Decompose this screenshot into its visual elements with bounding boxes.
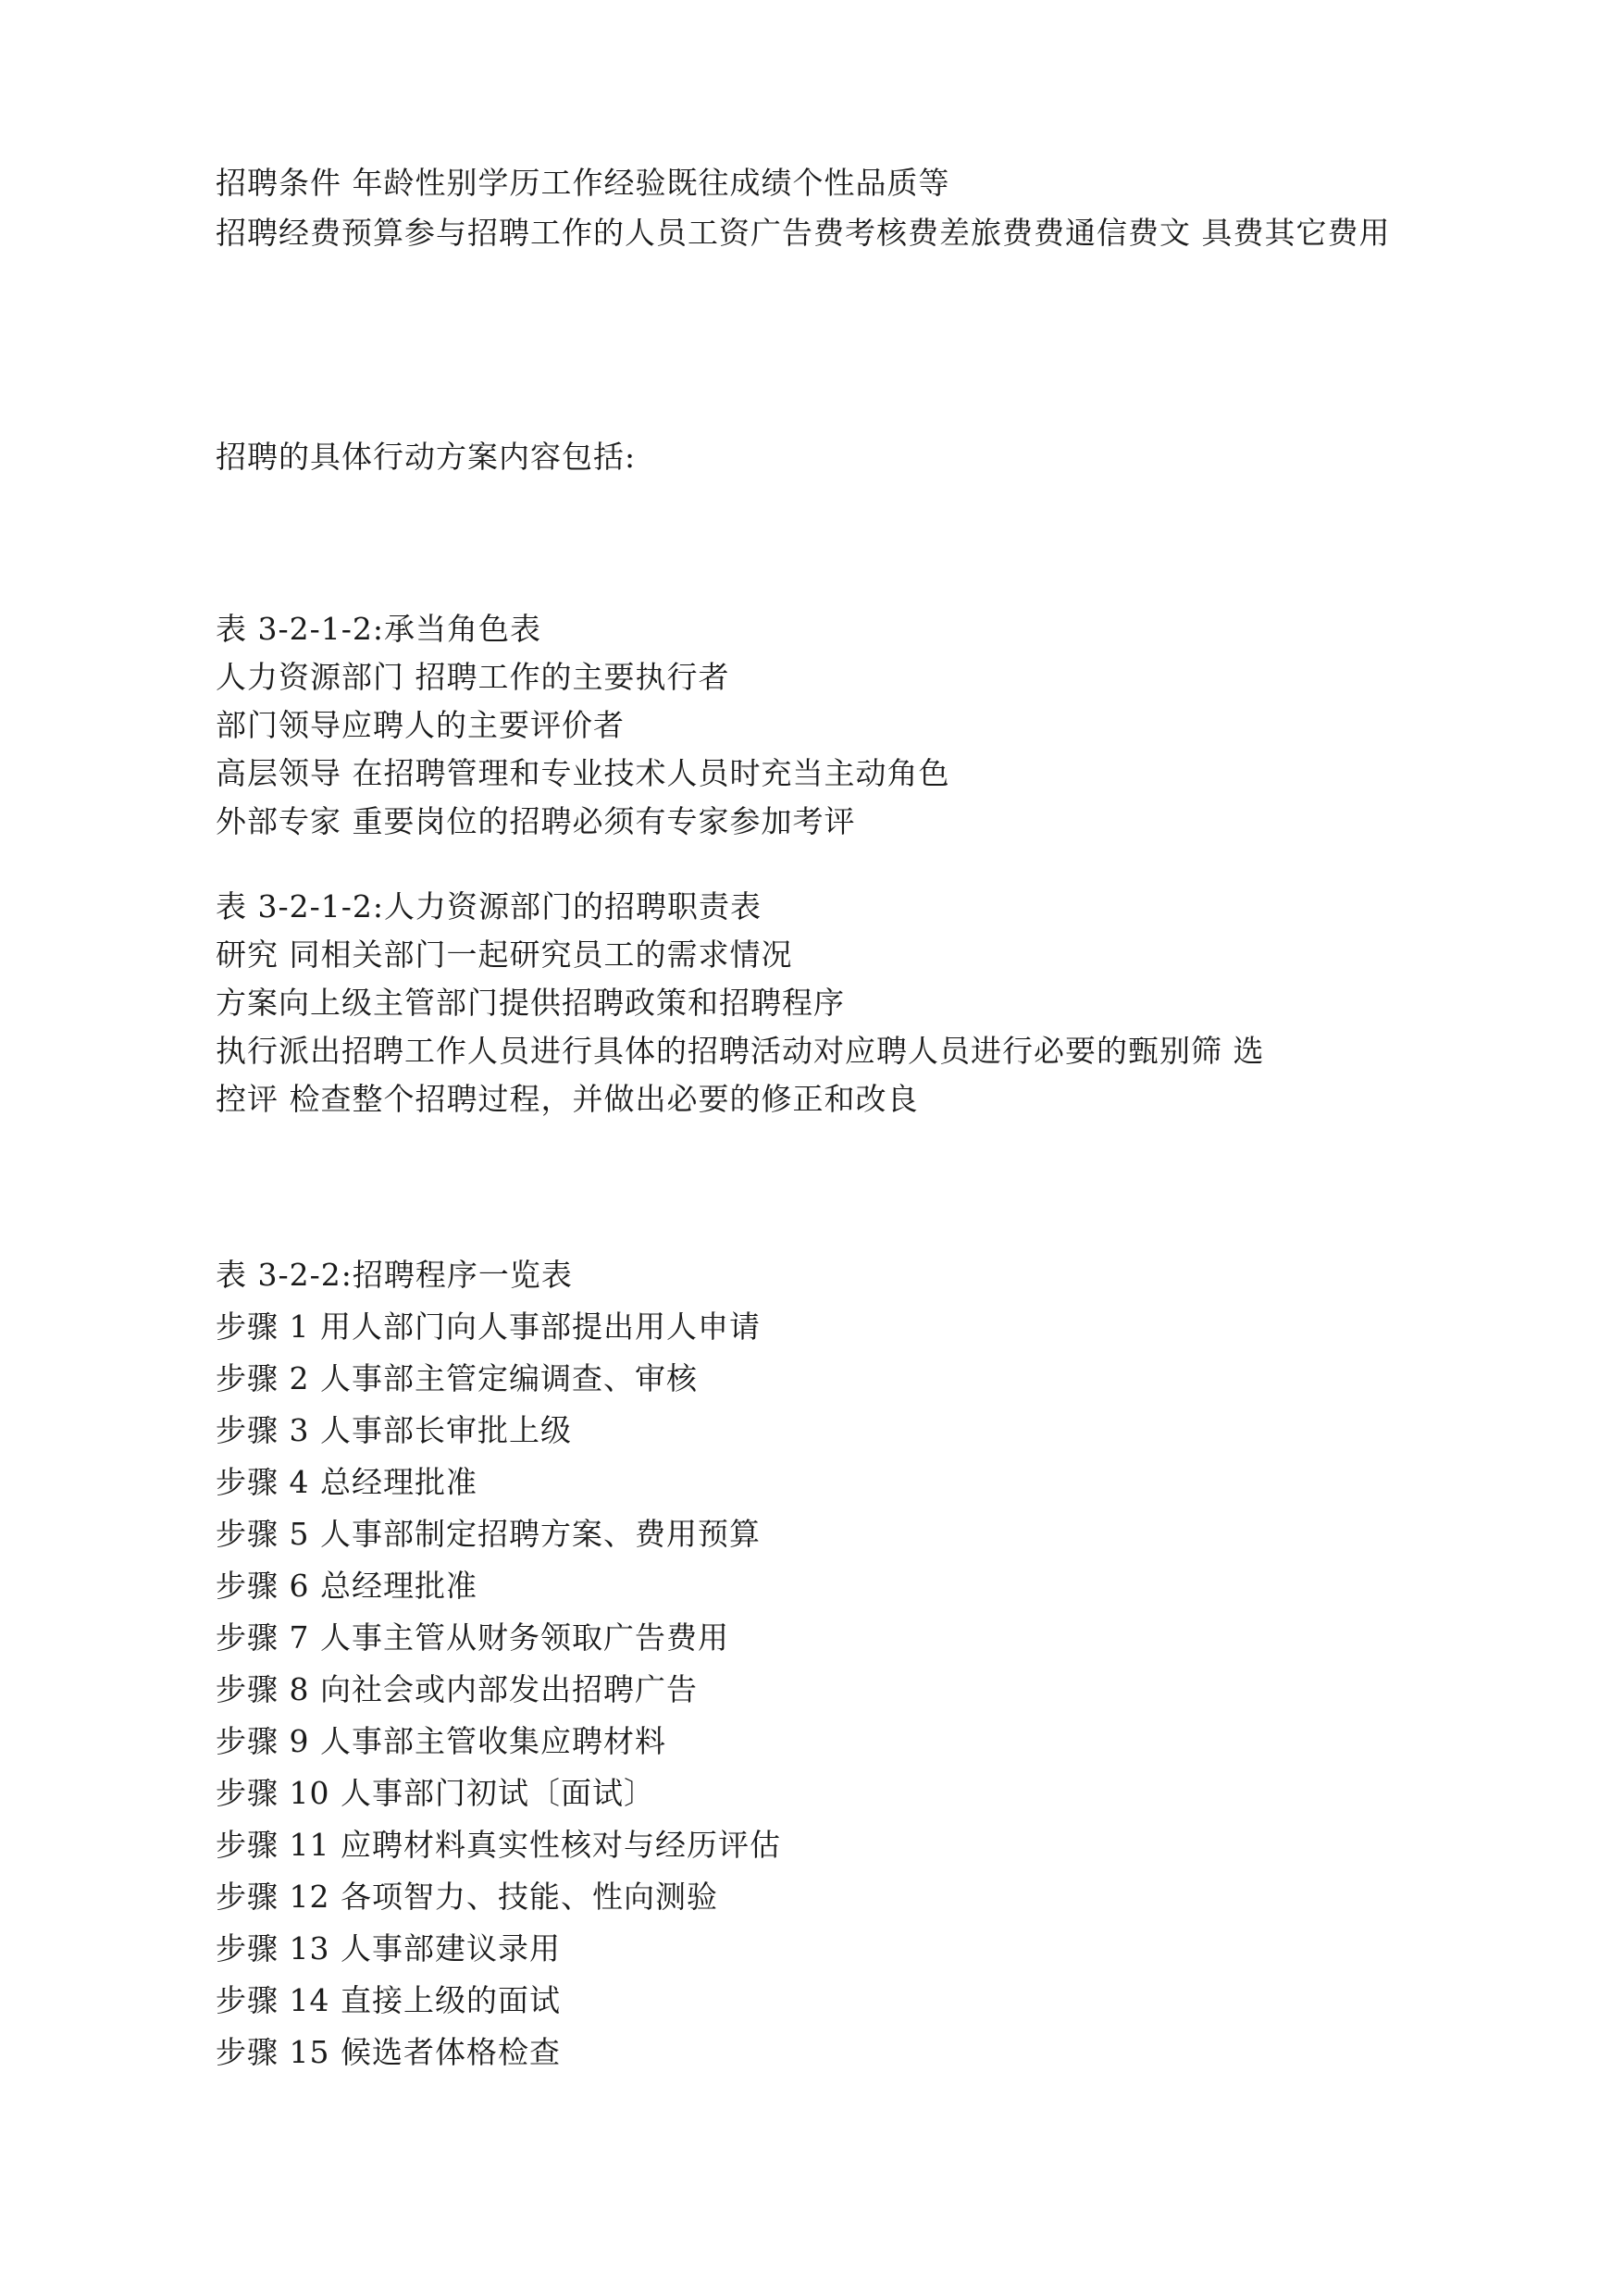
procedure-step: 步骤 4 总经理批准	[216, 1464, 477, 1500]
roles-table-row: 外部专家 重要岗位的招聘必须有专家参加考评	[216, 803, 856, 839]
roles-table-row: 部门领导应聘人的主要评价者	[216, 707, 625, 743]
procedure-step: 步骤 2 人事部主管定编调查、审核	[216, 1360, 698, 1396]
procedure-step: 步骤 3 人事部长审批上级	[216, 1412, 572, 1448]
procedure-step: 步骤 15 候选者体格检查	[216, 2034, 561, 2070]
roles-table-row: 高层领导 在招聘管理和专业技术人员时充当主动角色	[216, 755, 950, 791]
procedure-step: 步骤 14 直接上级的面试	[216, 1982, 561, 2018]
procedure-step: 步骤 8 向社会或内部发出招聘广告	[216, 1671, 698, 1707]
procedure-step: 步骤 6 总经理批准	[216, 1568, 477, 1604]
procedure-step: 步骤 10 人事部门初试〔面试〕	[216, 1775, 655, 1811]
hr-duties-table-row: 执行派出招聘工作人员进行具体的招聘活动对应聘人员进行必要的甄别筛 选	[216, 1033, 1265, 1069]
procedure-step: 步骤 12 各项智力、技能、性向测验	[216, 1879, 718, 1915]
roles-table-row: 人力资源部门 招聘工作的主要执行者	[216, 659, 730, 695]
procedure-step: 步骤 13 人事部建议录用	[216, 1930, 561, 1966]
action-plan-heading: 招聘的具体行动方案内容包括:	[216, 439, 637, 475]
procedure-step: 步骤 9 人事部主管收集应聘材料	[216, 1723, 666, 1759]
procedure-step: 步骤 5 人事部制定招聘方案、费用预算	[216, 1516, 761, 1552]
procedure-step: 步骤 7 人事主管从财务领取广告费用	[216, 1619, 729, 1656]
hr-duties-table-row: 研究 同相关部门一起研究员工的需求情况	[216, 937, 793, 973]
roles-table-title: 表 3-2-1-2:承当角色表	[216, 611, 542, 647]
hr-duties-table-title: 表 3-2-1-2:人力资源部门的招聘职责表	[216, 888, 762, 924]
hr-duties-table-row: 控评 检查整个招聘过程，并做出必要的修正和改良	[216, 1081, 919, 1117]
procedure-step: 步骤 11 应聘材料真实性核对与经历评估	[216, 1827, 781, 1863]
recruitment-conditions-line: 招聘条件 年龄性别学历工作经验既往成绩个性品质等	[216, 165, 950, 201]
hr-duties-table-row: 方案向上级主管部门提供招聘政策和招聘程序	[216, 985, 845, 1021]
recruitment-budget-line: 招聘经费预算参与招聘工作的人员工资广告费考核费差旅费费通信费文 具费其它费用	[216, 215, 1391, 251]
procedure-table-title: 表 3-2-2:招聘程序一览表	[216, 1257, 573, 1293]
procedure-step: 步骤 1 用人部门向人事部提出用人申请	[216, 1309, 761, 1345]
